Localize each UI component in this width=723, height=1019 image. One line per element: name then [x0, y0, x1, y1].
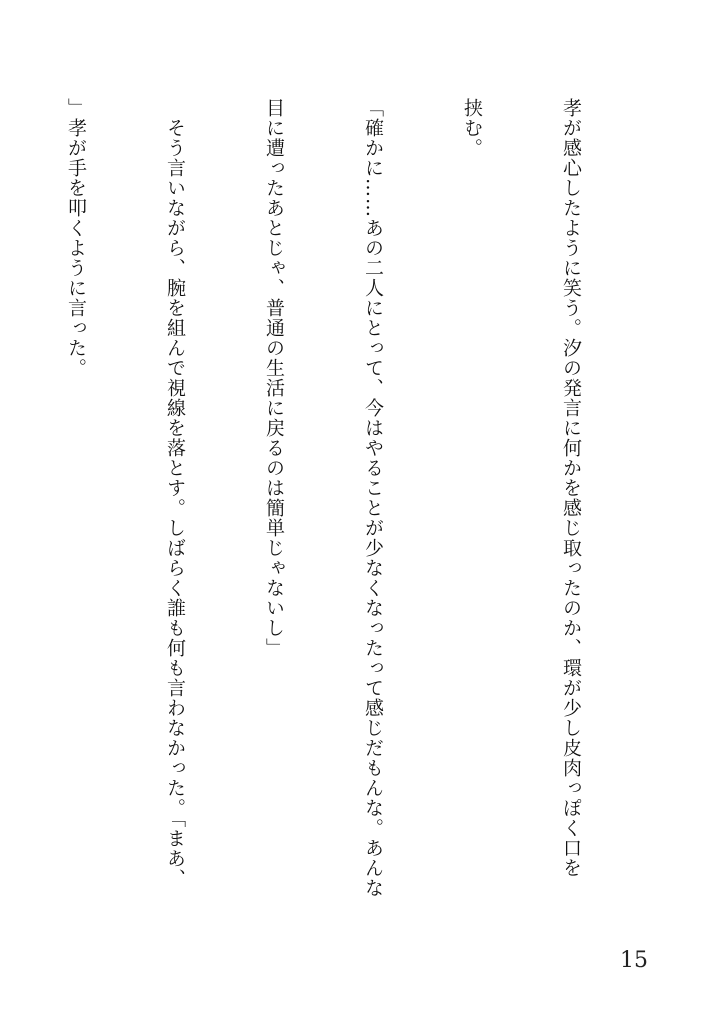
- text-line: 目に遭ったあとじゃ、普通の生活に戻るのは簡単じゃないし」: [263, 98, 285, 658]
- text-line: 挟む。: [461, 98, 483, 158]
- text-line: そう言いながら、腕を組んで視線を落とす。しばらく誰も何も言わなかった。「まあ、: [164, 98, 186, 889]
- text-line: 「確かに……あの二人にとって、今はやることが少なくなったって感じだもんな。あんな: [362, 98, 384, 898]
- page-number: 15: [620, 948, 648, 973]
- text-line: 」孝が手を叩くように言った。: [65, 98, 87, 378]
- vertical-body-text: [0, 98, 653, 898]
- text-line: 孝が感心したように笑う。汐の発言に何かを感じ取ったのか、環が少し皮肉っぽく口を: [560, 98, 582, 878]
